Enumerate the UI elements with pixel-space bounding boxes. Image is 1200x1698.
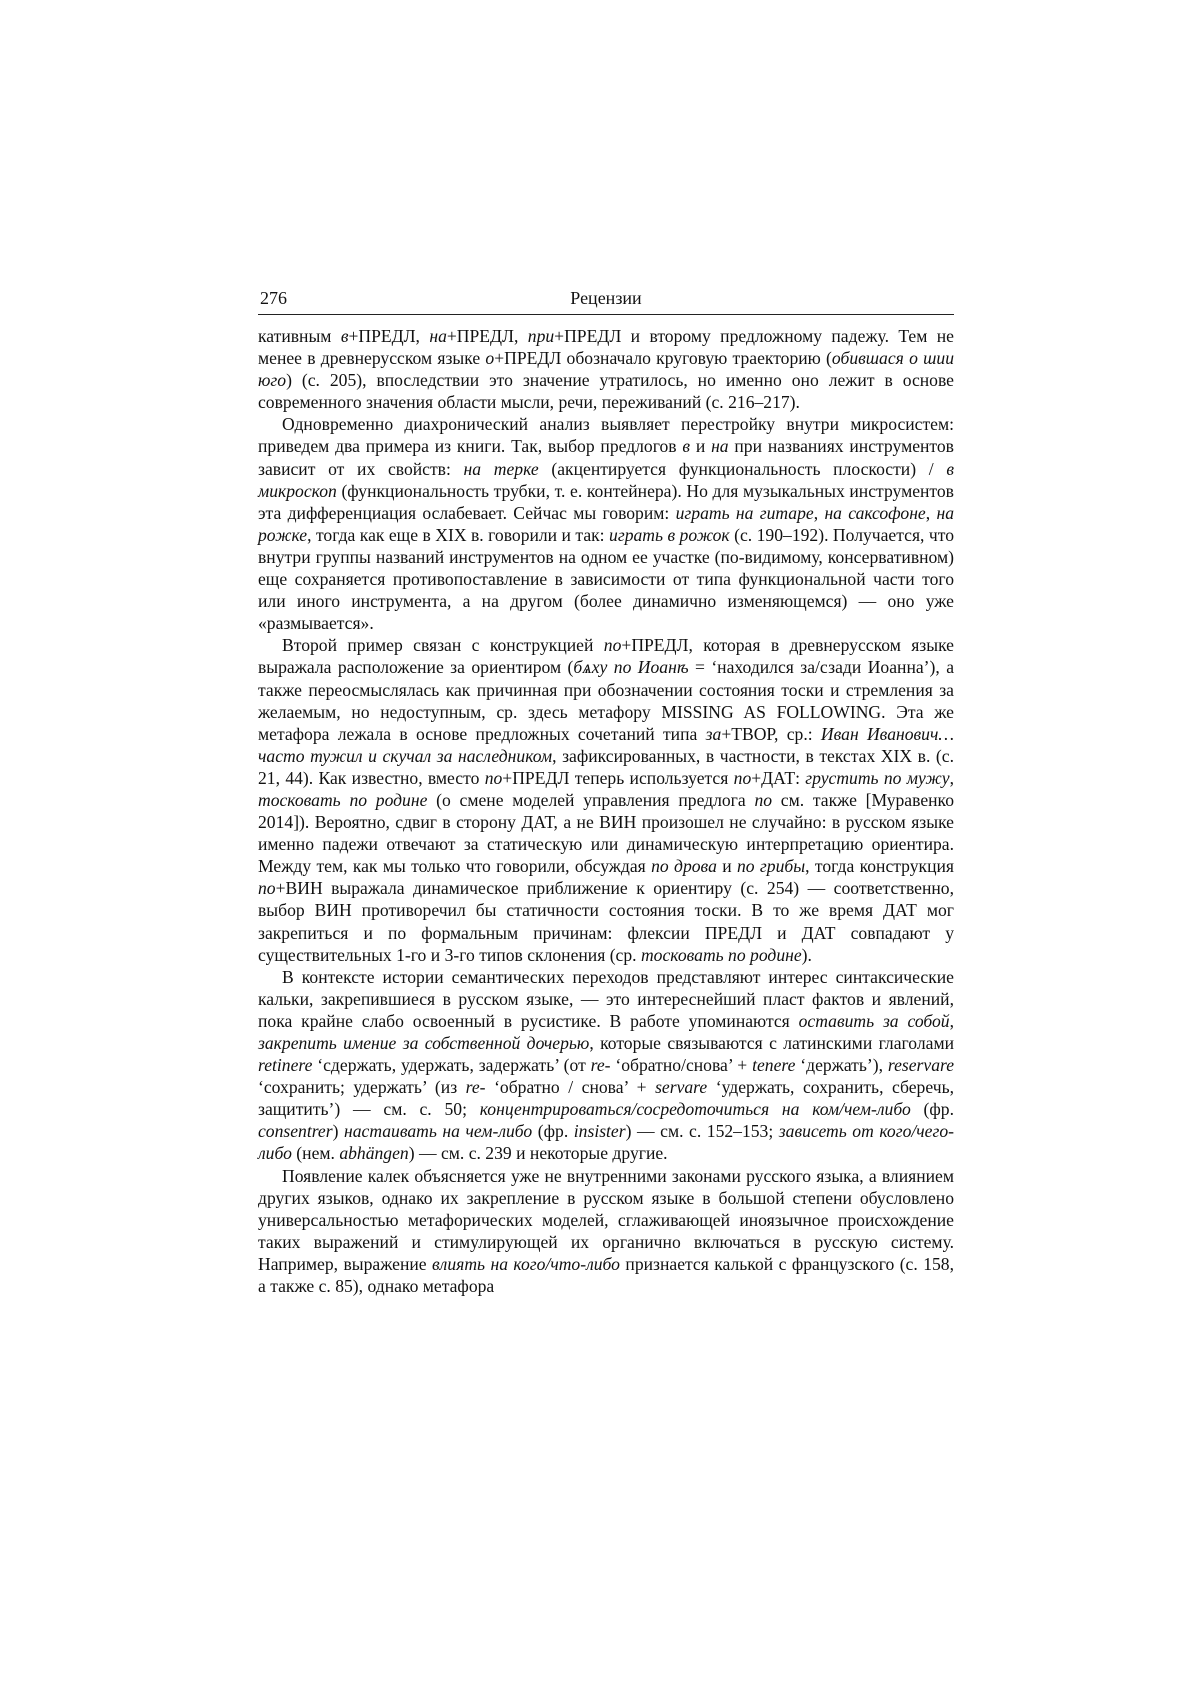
text-run: ‘обратно/снова’ + — [610, 1055, 753, 1076]
text-run: (с. 190–192). Получается, что внутри группы названий инструментов на одном ее участке (по-видимому, консервативном) еще сохраняется противопоставление в зависимости от типа функциональной части того или иного инструмента, а на другом (более динамично изменяющемся) — оно уже «размывается». — [258, 524, 954, 634]
text-run: и — [716, 856, 737, 877]
text-run: см. также [Муравенко 2014]). Вероятно, сдвиг в сторону ДАТ, а не ВИН произошел не случайно: в русском языке именно падежи отвечают за статическую или динамическую интерпретацию ориентира. Между тем, как мы только что говорили, обсуждая — [258, 789, 954, 877]
text-run: +ВИН выражала динамическое приближение к ориентиру (с. 254) — соответственно, выбор ВИН противоречил бы статичности состояния тоски. В то же время ДАТ мог закрепиться и по формальным причинам: флексии ПРЕДЛ и ДАТ совпадают у существительных 1-го и 3-го типов склонения (ср. — [258, 878, 954, 965]
italic-run: по — [603, 635, 622, 656]
text-run: +ПРЕДЛ, которая в древнерусском языке выражала расположение за ориентиром ( — [258, 635, 954, 678]
italic-run: retinere — [258, 1055, 313, 1076]
text-run: ‘удержать, сохранить, сберечь, защитить’) — см. с. 50; — [258, 1077, 954, 1120]
paragraph-3 — [258, 634, 954, 965]
italic-run: тосковать по родине — [258, 789, 428, 810]
text-run: +ПРЕДЛ теперь используется — [502, 767, 734, 788]
text-run: , зафиксированных, в частности, в текстах XIX в. (с. 21, 44). Как известно, вместо — [258, 745, 954, 788]
italic-run: закрепить имение за собственной дочерью — [258, 1033, 590, 1053]
italic-run: re- — [465, 1077, 486, 1098]
text-run: Одновременно диахронический анализ выявляет перестройку внутри микросистем: приведем два примера из книги. Так, выбор предлогов — [258, 414, 954, 457]
text-run: ) — см. с. 239 и некоторые другие. — [408, 1143, 668, 1164]
italic-run: на терке — [463, 458, 539, 479]
text-run: , — [813, 502, 825, 523]
italic-run: играть в рожок — [609, 524, 730, 545]
text-run: (акцентируется функциональность плоскости) / — [538, 458, 947, 479]
italic-run: о — [485, 348, 495, 369]
text-run: = ‘находился за/сзади Иоанна’), а также переосмыслялась как причинная при обозначении состояния тоски и стремления за желаемым, но недоступным, ср. здесь метафору MISSING AS FOLLOWING. Эта же метафора лежала в основе предложных сочетаний типа — [258, 657, 955, 744]
text-run: ‘держать’), — [795, 1055, 888, 1076]
italic-run: servare — [655, 1077, 708, 1098]
italic-run: re- — [590, 1055, 611, 1076]
text-run: ‘сдержать, удержать, задержать’ (от — [312, 1055, 591, 1076]
italic-run: на саксофоне — [824, 502, 926, 523]
italic-run: reservare — [887, 1055, 955, 1076]
section-title: Рецензии — [570, 288, 642, 308]
text-run: , тогда как еще в XIX в. говорили и так: — [307, 524, 610, 545]
italic-run: insister — [573, 1121, 626, 1142]
italic-run: tenere — [752, 1055, 796, 1076]
italic-run: обившася о шии юго — [258, 348, 955, 391]
italic-run: в микроскоп — [258, 458, 954, 501]
text-run: Появление калек объясняется уже не внутренними законами русского языка, а влиянием других языков, однако их закрепление в русском языке в большой степени обусловлено универсальностью метафорических моделей, сглаживающей иноязычное происхождение таких выражений и стимулирующей их органично включаться в русскую систему. Например, выражение — [258, 1165, 954, 1274]
text-run: признается калькой с французского (с. 158, а также с. 85), однако метафора — [258, 1253, 954, 1297]
italic-run: на — [711, 436, 729, 457]
italic-run: Иван Иванович… часто тужил и скучал за наследником — [258, 723, 954, 766]
italic-run: по грибы — [736, 856, 806, 877]
italic-run: настаивать на чем-либо — [344, 1121, 533, 1142]
text-run: (о смене моделей управления предлога — [427, 789, 755, 810]
text-run: ‘сохранить; удержать’ (из — [258, 1077, 466, 1098]
text-run: ) — см. с. 152–153; — [625, 1121, 779, 1142]
text-run: , — [949, 767, 954, 788]
italic-run: за — [705, 723, 722, 744]
text-run: Второй пример связан с конструкцией — [282, 635, 604, 656]
italic-run: играть на гитаре — [675, 502, 814, 523]
italic-run: влиять на кого/что-либо — [432, 1253, 620, 1274]
text-run: +ПРЕДЛ, — [446, 326, 528, 346]
text-run: +ДАТ: — [751, 767, 806, 788]
text-run: В контексте истории семантических переходов представляют интерес синтаксические кальки, закрепившиеся в русском языке, — это интереснейший пласт фактов и явлений, пока крайне слабо освоенный в русистике. В работе упоминаются — [258, 966, 954, 1031]
text-run: кативным — [258, 326, 341, 346]
italic-run: consentrer — [258, 1121, 333, 1142]
text-run: +ПРЕДЛ обозначало круговую траекторию ( — [494, 348, 832, 369]
italic-run: зависеть от кого/чего-либо — [258, 1121, 954, 1164]
paragraph-4 — [258, 966, 954, 1165]
paragraph-5 — [258, 1165, 954, 1298]
paragraph-2 — [258, 413, 954, 634]
text-run: , — [949, 1010, 954, 1031]
italic-run: по — [258, 878, 276, 899]
text-run: ). — [801, 944, 812, 965]
italic-run: на рожке — [258, 502, 954, 545]
page-number: 276 — [260, 288, 287, 308]
text-run: и — [690, 436, 712, 457]
text-run: (нем. — [291, 1143, 340, 1164]
article-body — [258, 325, 954, 1297]
italic-run: в — [682, 436, 691, 457]
text-run: , которые связываются с латинскими глаголами — [589, 1033, 954, 1053]
italic-run: грустить по мужу — [805, 767, 950, 788]
text-run: ‘обратно / снова’ + — [485, 1077, 656, 1098]
text-run: , тогда конструкция — [805, 856, 955, 877]
text-run: (фр. — [532, 1121, 574, 1142]
italic-run: abhängen — [339, 1143, 409, 1164]
italic-run: в — [340, 326, 349, 346]
italic-run: бѧху по Иоанѣ — [573, 657, 689, 678]
running-head — [258, 286, 954, 315]
italic-run: по — [484, 767, 503, 788]
text-run: , — [925, 502, 937, 523]
italic-run: по — [733, 767, 752, 788]
journal-page — [258, 286, 954, 1297]
text-run: (фр. — [910, 1099, 954, 1120]
text-run: +ТВОР, ср.: — [721, 723, 821, 744]
text-run: при названиях инструментов зависит от их свойств: — [258, 436, 954, 479]
italic-run: на — [429, 326, 447, 346]
text-run: +ПРЕДЛ и второму предложному падежу. Тем не менее в древнерусском языке — [258, 326, 954, 369]
italic-run: при — [527, 326, 555, 346]
paragraph-1 — [258, 325, 954, 413]
italic-run: по — [754, 789, 773, 810]
italic-run: по дрова — [651, 856, 717, 877]
text-run: (функциональность трубки, т. е. контейнера). Но для музыкальных инструментов эта дифференциация ослабевает. Сейчас мы говорим: — [258, 480, 954, 523]
text-run: ) (с. 205), впоследствии это значение утратилось, но именно оно лежит в основе современного значения области мысли, речи, переживаний (с. 216–217). — [258, 370, 954, 413]
italic-run: концентрироваться/сосредоточиться на ком/чем-либо — [479, 1099, 911, 1120]
text-run: +ПРЕДЛ, — [348, 326, 430, 346]
italic-run: оставить за собой — [798, 1010, 950, 1031]
italic-run: тосковать по родине — [640, 944, 802, 965]
text-run: ) — [332, 1121, 344, 1142]
